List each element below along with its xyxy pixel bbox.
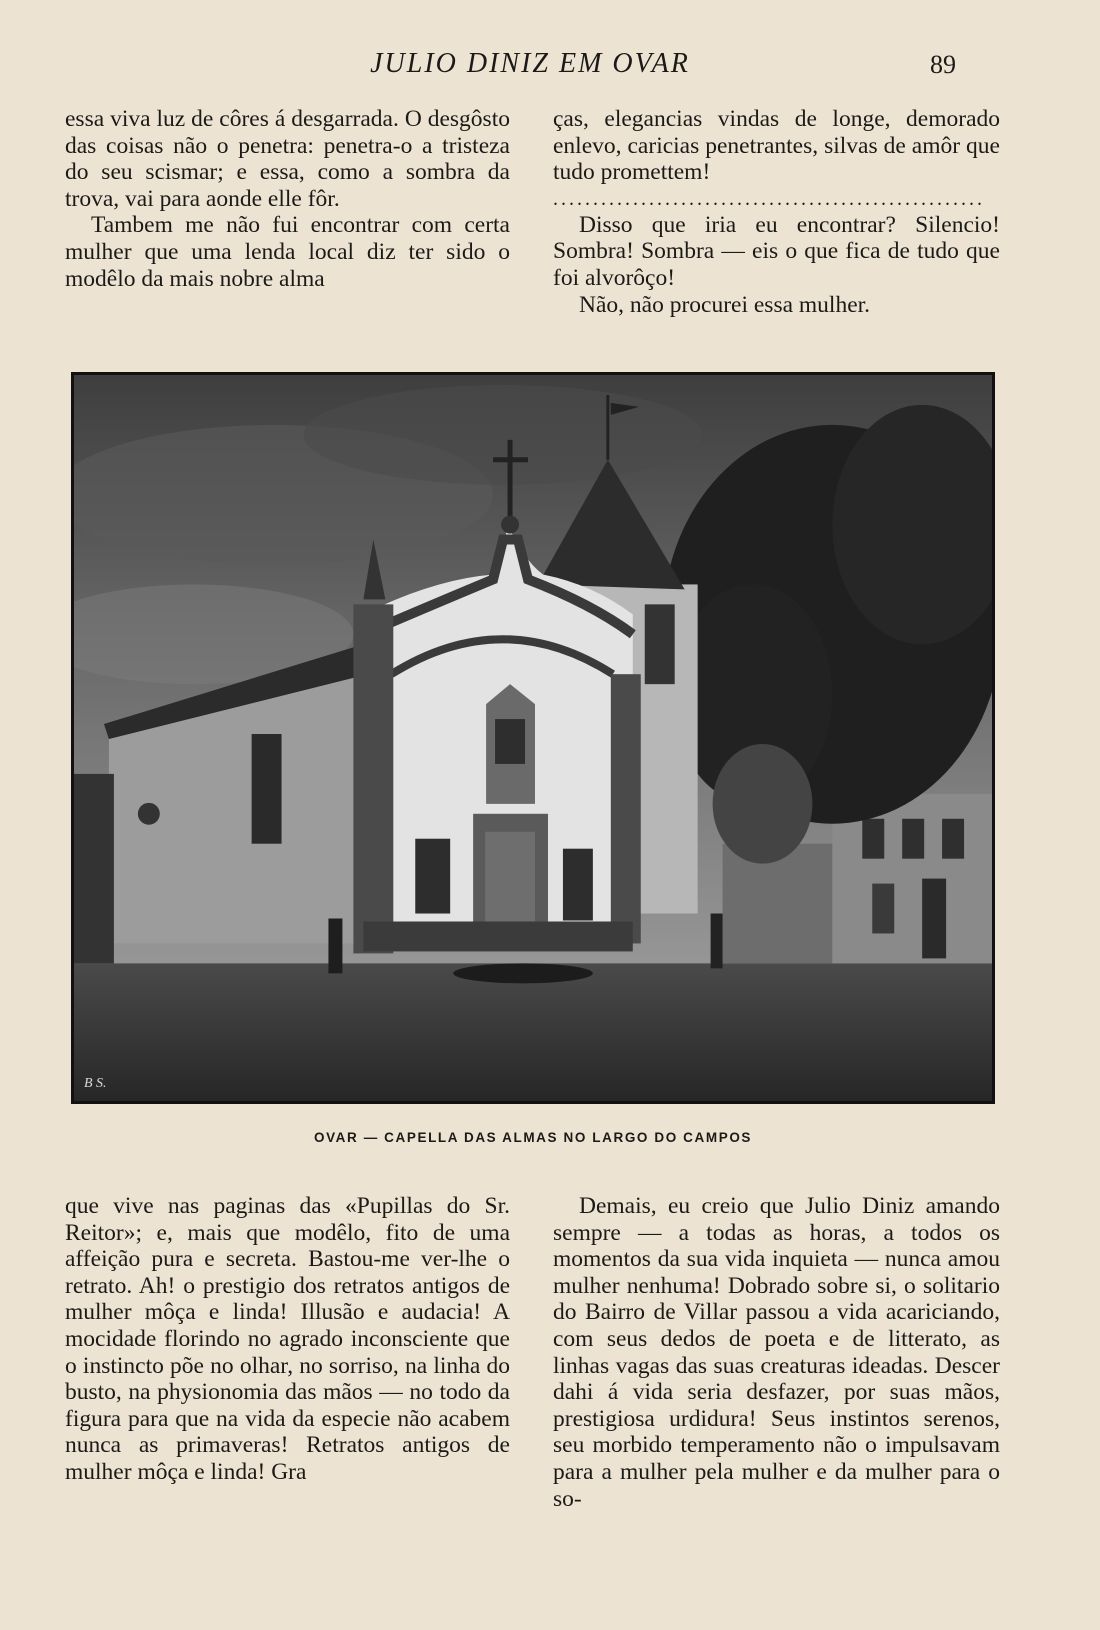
paragraph: essa viva luz de côres á desgarrada. O desgôsto das coisas não o penetra: penetra-o a tristeza do seu scismar; e essa, como a sombra da trova, vai para aonde elle fôr. bbox=[65, 106, 510, 212]
photo-illustration bbox=[74, 375, 992, 1101]
paragraph: Não, não procurei essa mulher. bbox=[579, 291, 871, 318]
square-ground bbox=[74, 963, 992, 1101]
bottom-left-column bbox=[65, 1193, 510, 1486]
bottom-right-column bbox=[553, 1193, 1000, 1512]
paragraph: ças, elegancias vindas de longe, demorado enlevo, caricias penetrantes, silvas de amôr que tudo promettem! bbox=[553, 106, 1000, 186]
photo-caption: OVAR — CAPELLA DAS ALMAS NO LARGO DO CAMPOS bbox=[313, 1130, 753, 1145]
running-header-title: JULIO DINIZ EM OVAR bbox=[370, 48, 690, 79]
top-left-column bbox=[65, 106, 510, 292]
ellipsis-line: ...................................................... bbox=[553, 187, 985, 210]
photographer-signature: B S. bbox=[83, 1076, 107, 1092]
paragraph: que vive nas paginas das «Pupillas do Sr. Reitor»; e, mais que modêlo, fito de uma affeição pura e secreta. Bastou-me ver-lhe o retrato. Ah! o prestigio dos retratos antigos de mulher môça e linda! Illusão e audacia! A mocidade florindo no agrado inconsciente que o instincto põe no olhar, no sorriso, na linha do busto, na physionomia das mãos — no todo da figura para que na vida da especie não acabem nunca as primaveras! Retratos antigos de mulher môça e linda! Gra bbox=[65, 1193, 510, 1485]
paragraph: Disso que iria eu encontrar? Silencio! Sombra! Sombra — eis o que fica de tudo que foi alvorôço! bbox=[553, 211, 1000, 291]
paragraph: Tambem me não fui encontrar com certa mulher que uma lenda local diz ter sido o modêlo da mais nobre alma bbox=[65, 212, 510, 292]
chapel-photograph bbox=[71, 372, 995, 1104]
top-right-column bbox=[553, 106, 1000, 318]
paragraph: Demais, eu creio que Julio Diniz amando sempre — a todas as horas, a todos os momentos da sua vida inquieta — nunca amou mulher nenhuma! Dobrado sobre si, o solitario do Bairro de Villar passou a vida acariciando, com seus dedos de poeta e de litterato, as linhas vagas das suas creaturas ideadas. Descer dahi á vida seria desfazer, por suas mãos, prestigiosa urdidura! Seus instintos serenos, seu morbido temperamento não o impulsavam para a mulher pela mulher e da mulher para o so- bbox=[553, 1193, 1000, 1512]
page-number: 89 bbox=[930, 50, 956, 79]
